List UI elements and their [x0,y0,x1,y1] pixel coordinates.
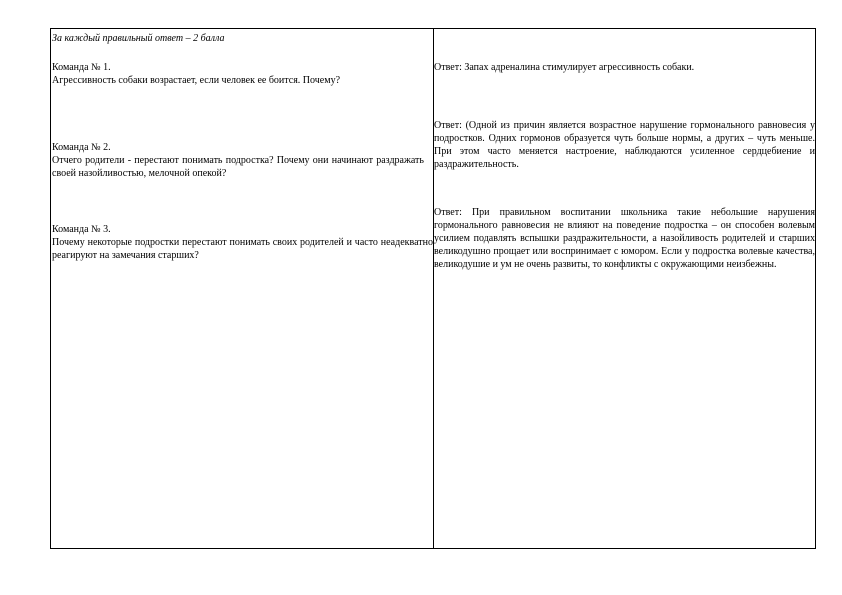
team-label-2: Команда № 2. [52,142,111,153]
answer-text-2: Ответ: (Одной из причин является возрастное нарушение гормонального равновесия у подростков. Одних гормонов образуется чуть больше нормы, а других – чуть меньше. При этом часто меняется настроение, наблюдаются усиленное сердцебиение и раздражительность. [434,120,815,170]
questions-column [51,29,433,548]
quiz-table [50,28,816,549]
answers-column [434,29,817,548]
answer-text-1: Ответ: Запах адреналина стимулирует агрессивность собаки. [434,62,695,73]
question-text-1: Агрессивность собаки возрастает, если человек ее боится. Почему? [52,75,341,86]
answer-text-3: Ответ: При правильном воспитании школьника такие небольшие нарушения гормонального равновесия не влияют на поведение подростка – он способен волевым усилием подавлять вспышки раздражительности, а назойливость родителей и старших великодушно прощает или воспринимает с юмором. Если у подростка волевые качества, великодушие и ум не очень развиты, то конфликты с окружающими неизбежны. [434,207,815,270]
team-label-1: Команда № 1. [52,62,111,73]
question-text-3: Почему некоторые подростки перестают понимать своих родителей и часто неадекватно реагируют на замечания старших? [52,237,433,261]
scoring-note: За каждый правильный ответ – 2 балла [52,33,225,44]
question-block-3 [52,223,433,262]
team-label-3: Команда № 3. [52,224,111,235]
question-block-2 [52,141,424,180]
question-text-2: Отчего родители - перестают понимать подростка? Почему они начинают раздражать своей назойливостью, мелочной опекой? [52,155,424,179]
question-block-1 [52,61,427,87]
